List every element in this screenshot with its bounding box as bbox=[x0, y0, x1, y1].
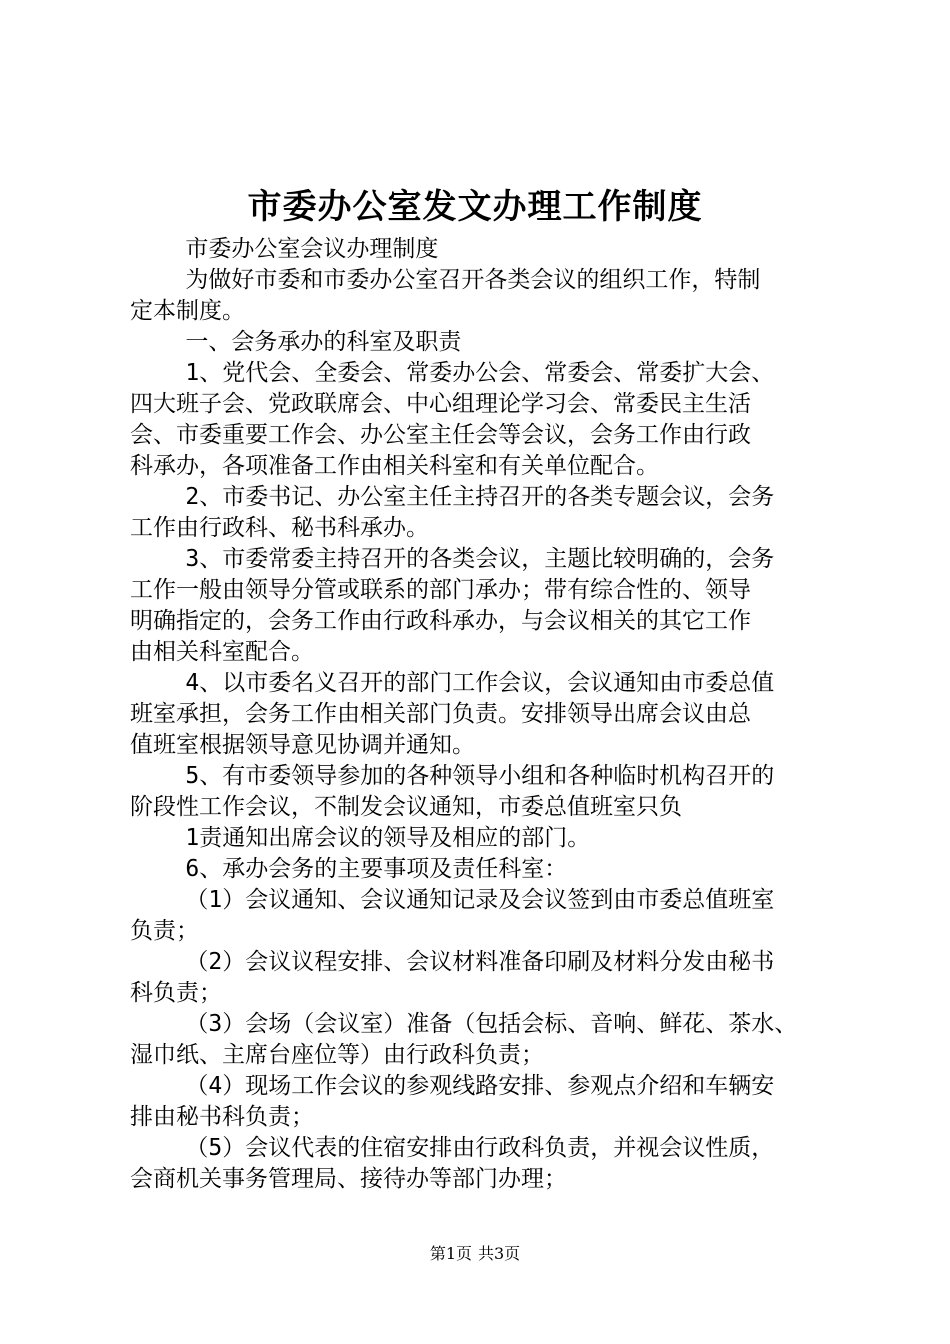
body-line: （5）会议代表的住宿安排由行政科负责，并视会议性质， bbox=[130, 1135, 775, 1161]
body-line: 明确指定的，会务工作由行政科承办，与会议相关的其它工作 bbox=[130, 608, 751, 634]
body-line: 6、承办会务的主要事项及责任科室： bbox=[130, 856, 568, 882]
body-line: 负责； bbox=[130, 918, 199, 944]
page-number: 第1页 bbox=[429, 1244, 472, 1263]
body-line: 为做好市委和市委办公室召开各类会议的组织工作，特制 bbox=[130, 267, 761, 293]
body-line: 5、有市委领导参加的各种领导小组和各种临时机构召开的 bbox=[130, 763, 775, 789]
body-line: 湿巾纸、主席台座位等）由行政科负责； bbox=[130, 1042, 544, 1068]
body-line: 一、会务承办的科室及职责 bbox=[130, 329, 462, 355]
body-line: 阶段性工作会议，不制发会议通知，市委总值班室只负 bbox=[130, 794, 682, 820]
body-line: （3）会场（会议室）准备（包括会标、音响、鲜花、茶水、 bbox=[130, 1011, 798, 1037]
page-footer bbox=[0, 1241, 950, 1264]
body-line: （1）会议通知、会议通知记录及会议签到由市委总值班室 bbox=[130, 887, 775, 913]
body-line: 4、以市委名义召开的部门工作会议，会议通知由市委总值 bbox=[130, 670, 775, 696]
body-line: 班室承担，会务工作由相关部门负责。安排领导出席会议由总 bbox=[130, 701, 751, 727]
body-line: 会商机关事务管理局、接待办等部门办理； bbox=[130, 1166, 567, 1192]
body-line: 市委办公室会议办理制度 bbox=[130, 236, 439, 262]
body-line: （4）现场工作会议的参观线路安排、参观点介绍和车辆安 bbox=[130, 1073, 775, 1099]
page-total: 共3页 bbox=[478, 1244, 521, 1263]
body-line: （2）会议议程安排、会议材料准备印刷及材料分发由秘书 bbox=[130, 949, 775, 975]
body-line: 排由秘书科负责； bbox=[130, 1104, 314, 1130]
body-line: 1、党代会、全委会、常委办公会、常委会、常委扩大会、 bbox=[130, 360, 775, 386]
body-line: 四大班子会、党政联席会、中心组理论学习会、常委民主生活 bbox=[130, 391, 751, 417]
body-line: 会、市委重要工作会、办公室主任会等会议，会务工作由行政 bbox=[130, 422, 751, 448]
body-line: 科承办，各项准备工作由相关科室和有关单位配合。 bbox=[130, 453, 659, 479]
body-line: 科负责； bbox=[130, 980, 222, 1006]
body-line: 2、市委书记、办公室主任主持召开的各类专题会议，会务 bbox=[130, 484, 775, 510]
body-line: 工作一般由领导分管或联系的部门承办；带有综合性的、领导 bbox=[130, 577, 751, 603]
document-title: 市委办公室发文办理工作制度 bbox=[247, 187, 703, 227]
body-line: 工作由行政科、秘书科承办。 bbox=[130, 515, 429, 541]
body-line: 值班室根据领导意见协调并通知。 bbox=[130, 732, 475, 758]
body-line: 1责通知出席会议的领导及相应的部门。 bbox=[130, 825, 591, 851]
document-body bbox=[130, 234, 842, 1195]
body-line: 定本制度。 bbox=[130, 298, 245, 324]
body-line: 由相关科室配合。 bbox=[130, 639, 314, 665]
body-line: 3、市委常委主持召开的各类会议，主题比较明确的，会务 bbox=[130, 546, 775, 572]
